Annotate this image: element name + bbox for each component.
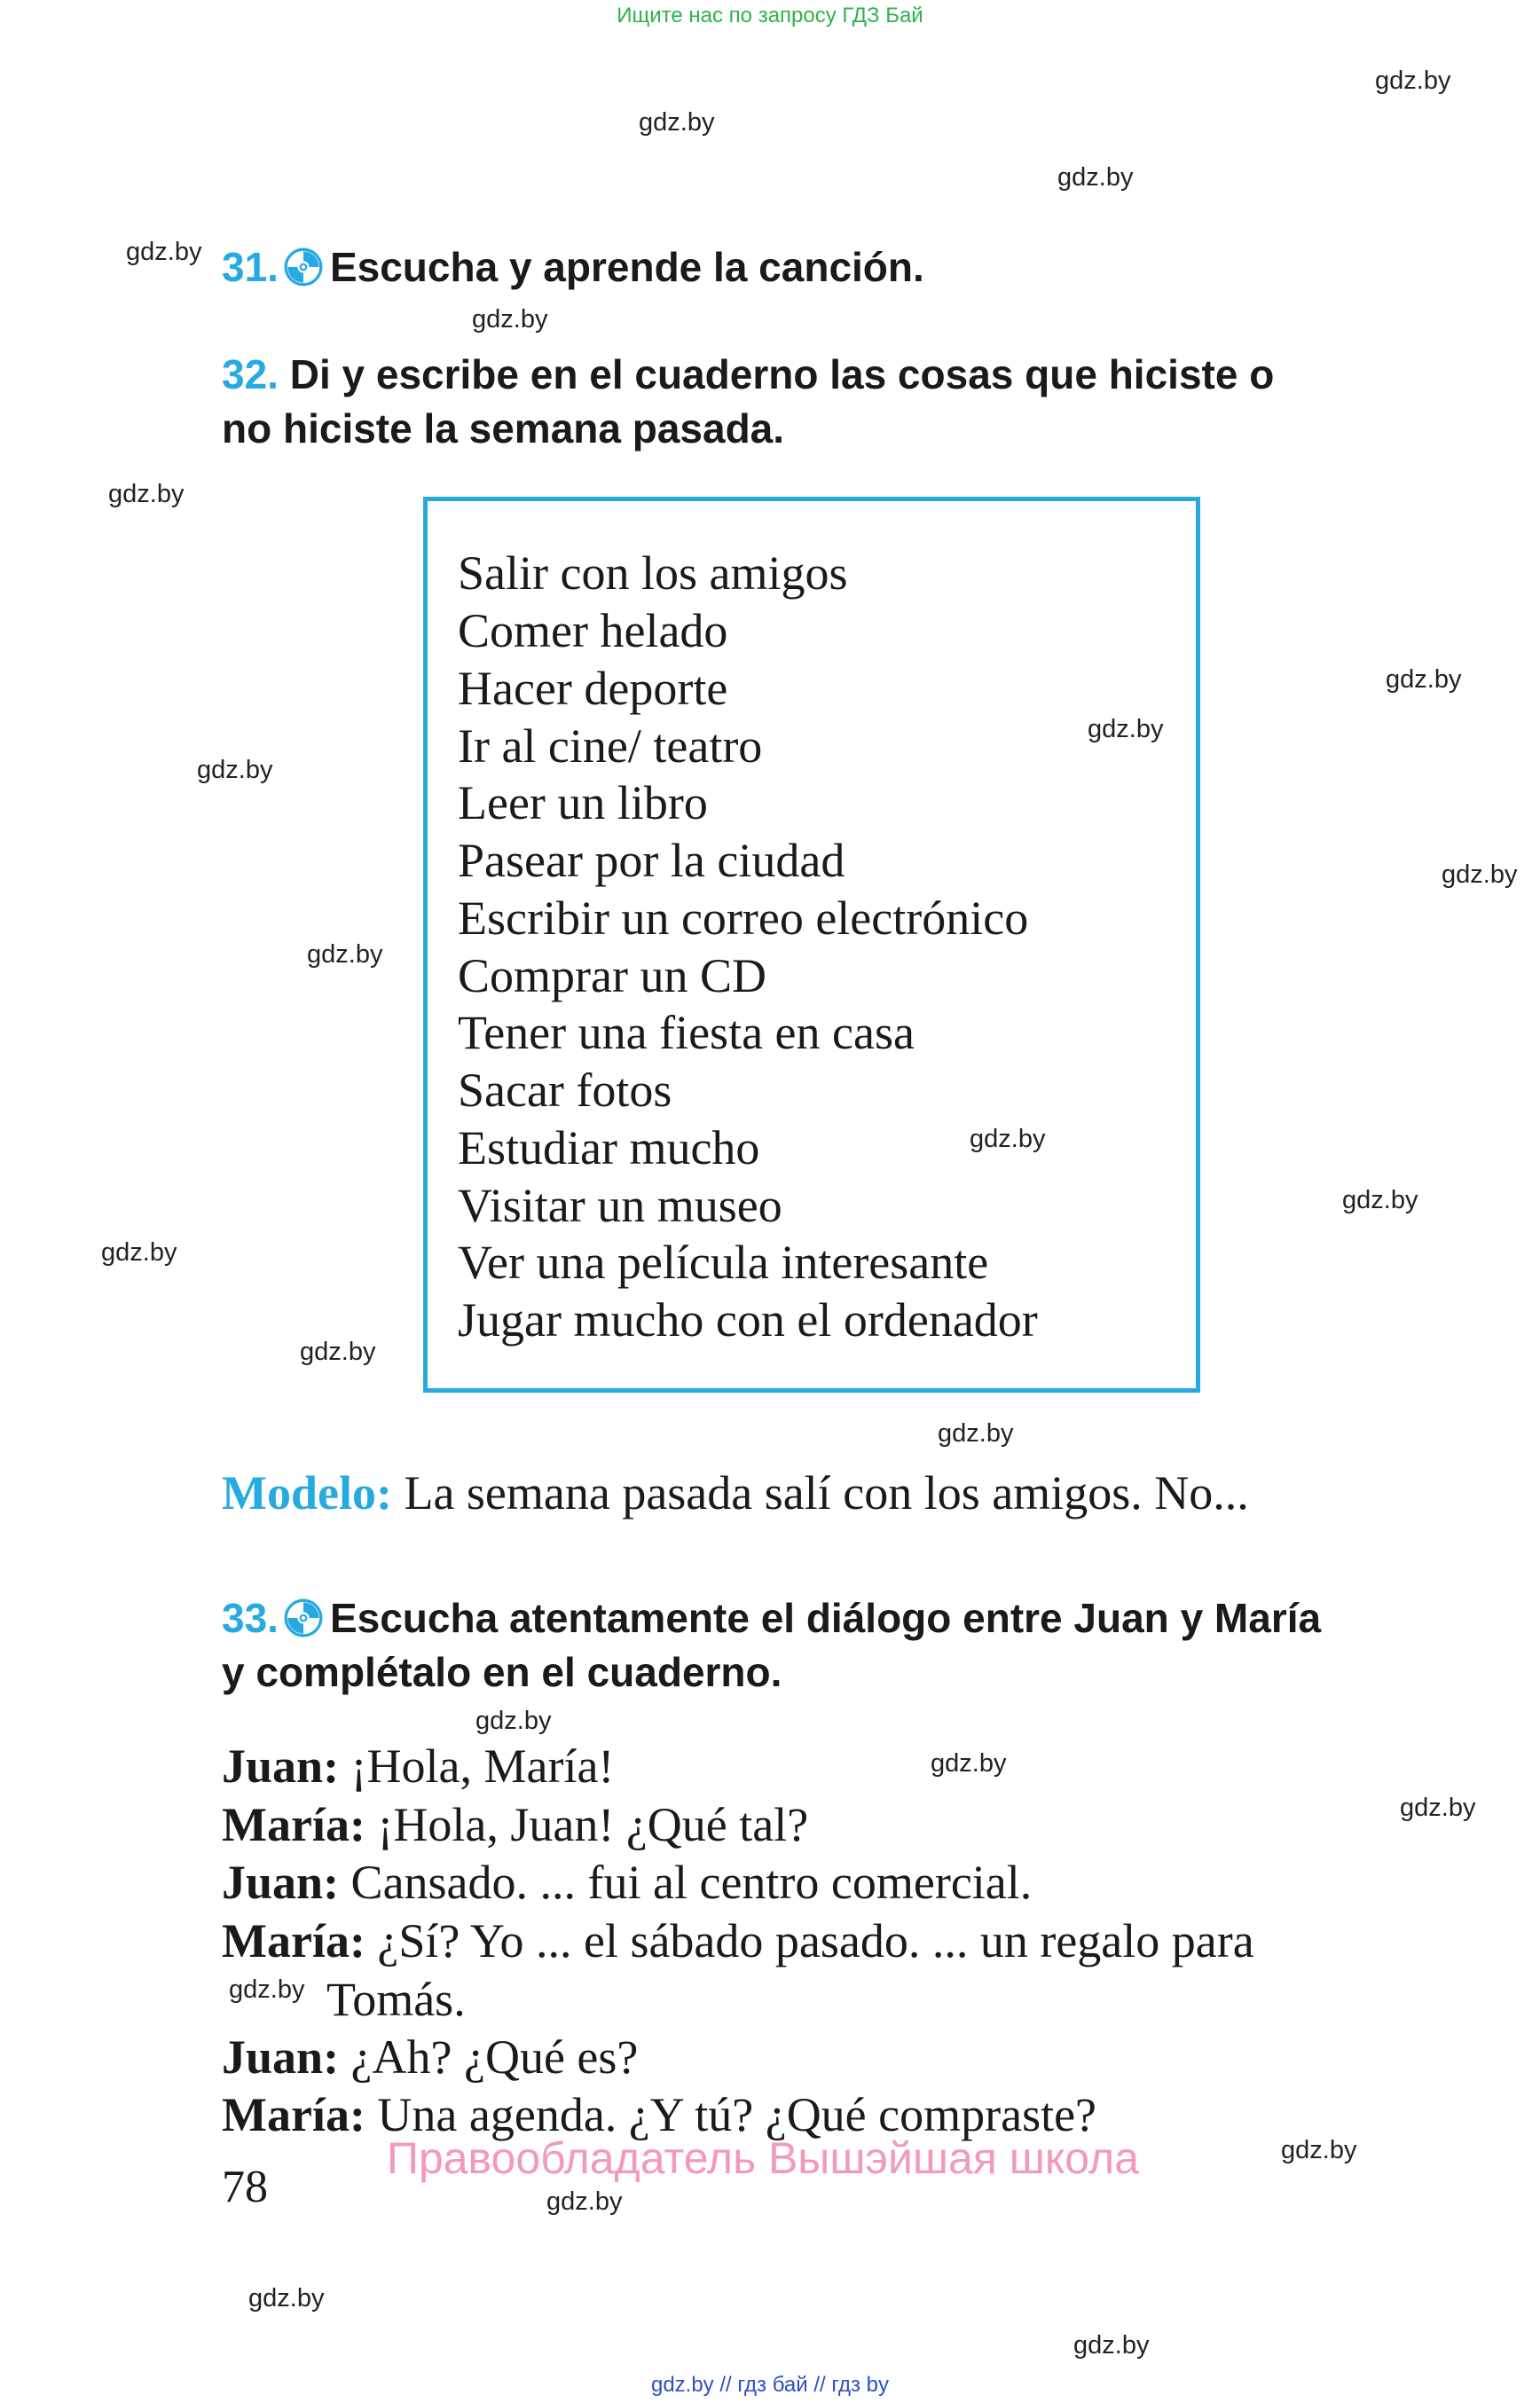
footer-links[interactable]: gdz.by // гдз бай // гдз by	[650, 2373, 890, 2397]
watermark: gdz.by	[300, 1338, 376, 1366]
audio-cd-icon	[284, 1598, 323, 1637]
watermark: gdz.by	[546, 2187, 623, 2216]
watermark: gdz.by	[931, 1749, 1007, 1778]
exercise-instruction: Di y escribe en el cuaderno las cosas que hiciste o	[289, 351, 1275, 397]
activity-item: Ir al cine/ teatro	[458, 719, 763, 773]
dialogue-line	[222, 1797, 808, 1852]
dialogue-text: Tomás.	[326, 1973, 466, 2026]
header-note: Ищите нас по запросу ГДЗ Бай	[617, 4, 923, 27]
activity-item: Tener una fiesta en casa	[458, 1006, 915, 1059]
copyright-notice: Правообладатель Вышэйшая школа	[387, 2133, 1139, 2183]
dialogue-line	[222, 2030, 638, 2085]
speaker-name: María:	[222, 1914, 365, 1967]
watermark: gdz.by	[970, 1125, 1046, 1153]
activity-item: Visitar un museo	[458, 1179, 782, 1232]
activity-item: Comer helado	[458, 604, 728, 657]
watermark: gdz.by	[108, 480, 185, 508]
watermark: gdz.by	[197, 756, 273, 784]
watermark: gdz.by	[1375, 67, 1451, 95]
dialogue-text: ¿Ah? ¿Qué es?	[339, 2030, 639, 2084]
activity-item: Sacar fotos	[458, 1064, 672, 1117]
speaker-name: María:	[222, 2088, 365, 2141]
exercise-number: 32.	[222, 351, 279, 397]
speaker-name: Juan:	[222, 2030, 340, 2084]
exercise-33-line2: y complétalo en el cuaderno.	[222, 1649, 782, 1695]
watermark: gdz.by	[639, 108, 715, 137]
watermark: gdz.by	[1386, 665, 1462, 694]
watermark: gdz.by	[938, 1419, 1014, 1448]
activity-item: Ver una película interesante	[458, 1236, 989, 1289]
watermark: gdz.by	[475, 1707, 552, 1735]
dialogue-text: ¡Hola, María!	[339, 1739, 615, 1793]
watermark: gdz.by	[1281, 2136, 1357, 2164]
watermark: gdz.by	[1342, 1186, 1418, 1214]
watermark: gdz.by	[229, 1975, 305, 2004]
watermark: gdz.by	[1057, 163, 1134, 192]
activity-item: Estudiar mucho	[458, 1121, 760, 1174]
watermark: gdz.by	[101, 1238, 177, 1267]
activity-item: Jugar mucho con el ordenador	[458, 1293, 1038, 1347]
dialogue-line	[326, 1972, 466, 2027]
page-number: 78	[222, 2162, 268, 2212]
dialogue-text: Cansado. ... fui al centro comercial.	[339, 1856, 1033, 1909]
exercise-32-line1	[222, 350, 1274, 398]
speaker-name: María:	[222, 1798, 365, 1851]
watermark: gdz.by	[126, 238, 202, 266]
activity-item: Leer un libro	[458, 776, 708, 829]
audio-cd-icon	[284, 247, 323, 287]
exercise-33-line1	[222, 1594, 1321, 1642]
model-text: La semana pasada salí con los amigos. No...	[391, 1466, 1249, 1520]
activity-item: Pasear por la ciudad	[458, 834, 845, 887]
exercise-31	[222, 243, 924, 291]
activity-item: Salir con los amigos	[458, 546, 848, 600]
dialogue-text: ¡Hola, Juan! ¿Qué tal?	[365, 1798, 809, 1851]
watermark: gdz.by	[307, 940, 383, 969]
model-sentence	[222, 1465, 1249, 1520]
exercise-32-line2: no hiciste la semana pasada.	[222, 405, 785, 452]
activity-item: Hacer deporte	[458, 662, 728, 715]
dialogue-text: ¿Sí? Yo ... el sábado pasado. ... un regalo para	[365, 1914, 1254, 1967]
watermark: gdz.by	[1400, 1794, 1476, 1822]
watermark: gdz.by	[1073, 2331, 1150, 2360]
watermark: gdz.by	[248, 2284, 325, 2313]
dialogue-line	[222, 1913, 1254, 1968]
activity-item: Escribir un correo electrónico	[458, 891, 1029, 945]
watermark: gdz.by	[1088, 715, 1164, 743]
dialogue-line	[222, 1739, 614, 1794]
model-label: Modelo:	[222, 1466, 392, 1520]
exercise-instruction: Escucha atentamente el diálogo entre Juan y María	[329, 1595, 1322, 1641]
dialogue-text: Una agenda. ¿Y tú? ¿Qué compraste?	[365, 2088, 1097, 2141]
exercise-instruction: Escucha y aprende la canción.	[329, 244, 924, 290]
watermark: gdz.by	[1442, 860, 1518, 889]
exercise-number: 33.	[222, 1595, 279, 1641]
dialogue-line	[222, 1855, 1032, 1910]
watermark: gdz.by	[472, 305, 548, 334]
exercise-number: 31.	[222, 244, 279, 290]
speaker-name: Juan:	[222, 1739, 340, 1793]
activity-item: Comprar un CD	[458, 949, 766, 1002]
speaker-name: Juan:	[222, 1856, 340, 1909]
